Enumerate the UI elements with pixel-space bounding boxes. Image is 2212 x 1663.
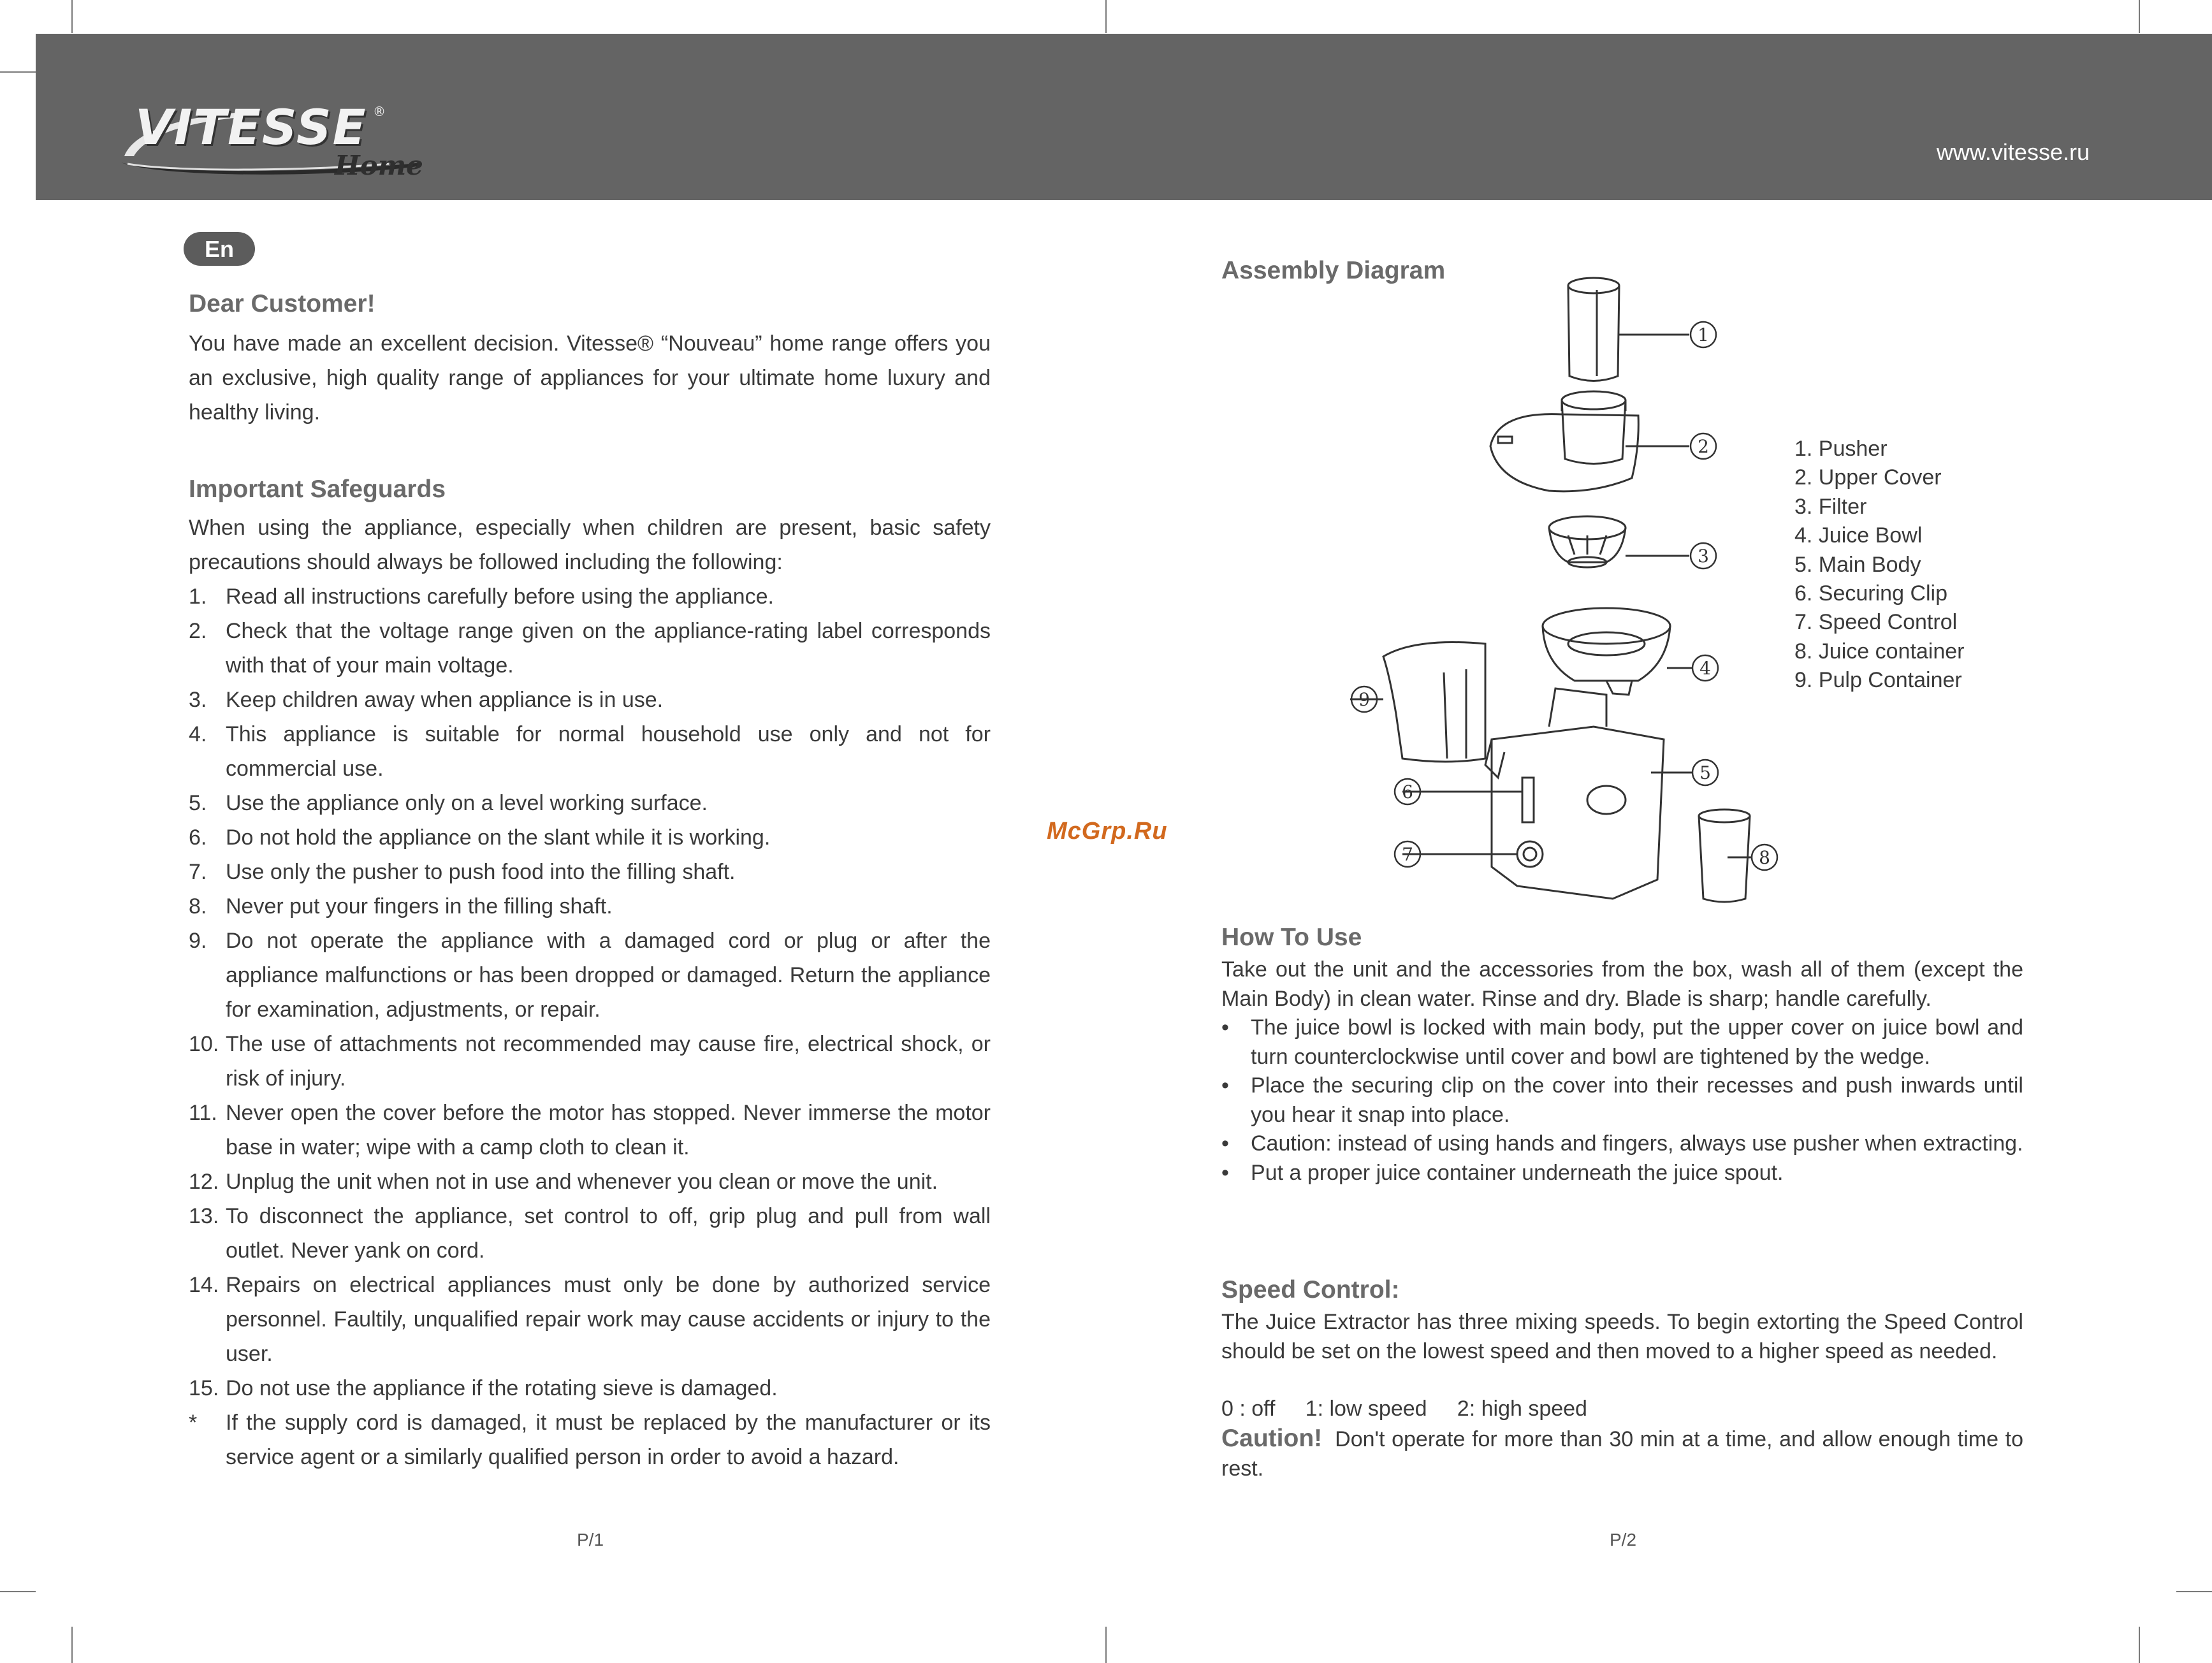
callout-1-label: 1 xyxy=(1698,324,1709,345)
list-text: Check that the voltage range given on the appliance-rating label corresponds with that of your main voltage. xyxy=(226,619,991,678)
caution-paragraph xyxy=(1221,1424,2023,1483)
assembly-title: Assembly Diagram xyxy=(1221,257,1446,284)
list-number: 4. xyxy=(189,722,207,746)
part-item: 7. Speed Control xyxy=(1794,610,1958,635)
list-number: 5. xyxy=(189,791,207,815)
list-number: 7. xyxy=(189,860,207,884)
howto-list xyxy=(1221,1013,2023,1187)
caution-label: Caution! xyxy=(1221,1425,1323,1452)
list-item xyxy=(1221,1159,2023,1188)
callout-5-label: 5 xyxy=(1699,762,1711,783)
list-item xyxy=(189,717,991,786)
list-number: 2. xyxy=(189,619,207,643)
list-text: Caution: instead of using hands and fingers, always use pusher when extracting. xyxy=(1251,1131,2023,1156)
speed-settings: 0 : off 1: low speed 2: high speed xyxy=(1221,1397,1587,1421)
list-number: 14. xyxy=(189,1273,219,1297)
callout-9-label: 9 xyxy=(1358,689,1370,710)
crop-mark xyxy=(71,0,73,33)
list-item xyxy=(189,1165,991,1199)
list-item xyxy=(189,1405,991,1474)
list-item xyxy=(189,683,991,717)
callout-2-label: 2 xyxy=(1698,436,1709,457)
list-text: Do not hold the appliance on the slant while it is working. xyxy=(226,825,771,850)
part-item: 4. Juice Bowl xyxy=(1794,523,1923,548)
caution-text: Don't operate for more than 30 min at a time, and allow enough time to rest. xyxy=(1221,1427,2023,1481)
bullet-icon: • xyxy=(1221,1160,1229,1185)
list-item xyxy=(189,855,991,889)
list-item xyxy=(189,1096,991,1165)
securing-clip-drawing xyxy=(1402,778,1534,822)
brand-logo xyxy=(89,61,433,188)
bullet-icon: • xyxy=(1221,1015,1229,1040)
list-number: 12. xyxy=(189,1170,219,1194)
callout-8-label: 8 xyxy=(1759,847,1770,868)
safeguards-list xyxy=(189,579,991,1474)
list-text: This appliance is suitable for normal household use only and not for commercial use. xyxy=(226,722,991,781)
list-item xyxy=(189,889,991,924)
list-text: Use only the pusher to push food into the filling shaft. xyxy=(226,860,736,884)
list-item xyxy=(189,820,991,855)
crop-mark xyxy=(2139,1627,2140,1663)
crop-mark xyxy=(2139,0,2140,33)
callout-4-label: 4 xyxy=(1699,658,1711,679)
speed-control-drawing xyxy=(1402,841,1543,867)
list-text: Never open the cover before the motor has stopped. Never immerse the motor base in water; wipe with a camp cloth to clean it. xyxy=(226,1101,991,1159)
list-item xyxy=(189,614,991,683)
page-number-left: P/1 xyxy=(577,1530,604,1550)
part-item: 5. Main Body xyxy=(1794,552,1921,577)
website-url[interactable]: www.vitesse.ru xyxy=(1936,139,2090,165)
part-item: 1. Pusher xyxy=(1794,437,1888,461)
list-item xyxy=(189,1199,991,1268)
watermark-text[interactable]: McGrp.Ru xyxy=(1047,818,1168,845)
page-number-right: P/2 xyxy=(1610,1530,1637,1550)
list-text: Unplug the unit when not in use and whenever you clean or move the unit. xyxy=(226,1170,938,1194)
speed-text: The Juice Extractor has three mixing speeds. To begin extorting the Speed Control should be set on the lowest speed and then moved to a higher speed as needed. xyxy=(1221,1310,2023,1363)
logo-registered: ® xyxy=(373,104,386,119)
list-text: The use of attachments not recommended may cause fire, electrical shock, or risk of injury. xyxy=(226,1032,991,1091)
list-text: Put a proper juice container underneath the juice spout. xyxy=(1251,1160,1784,1185)
list-text: Never put your fingers in the filling shaft. xyxy=(226,894,613,919)
howto-intro: Take out the unit and the accessories from the box, wash all of them (except the Main Body) in clean water. Rinse and dry. Blade is sharp; handle carefully. xyxy=(1221,957,2023,1011)
crop-mark xyxy=(2176,1591,2212,1592)
list-item xyxy=(189,1268,991,1371)
list-text: Keep children away when appliance is in use. xyxy=(226,688,664,712)
list-number: 1. xyxy=(189,585,207,609)
greeting-title: Dear Customer! xyxy=(189,290,375,317)
list-item xyxy=(189,924,991,1027)
speed-title: Speed Control: xyxy=(1221,1276,1400,1304)
part-item: 3. Filter xyxy=(1794,494,1867,519)
list-number: 8. xyxy=(189,894,207,919)
list-number: 3. xyxy=(189,688,207,712)
filter-drawing xyxy=(1549,516,1689,567)
part-item: 9. Pulp Container xyxy=(1794,668,1962,693)
howto-title: How To Use xyxy=(1221,924,1362,951)
callout-3-label: 3 xyxy=(1698,546,1709,567)
list-item xyxy=(189,579,991,614)
parts-list xyxy=(1794,435,1965,695)
pusher-drawing xyxy=(1568,278,1689,381)
main-body-drawing xyxy=(1485,688,1692,899)
list-number: 10. xyxy=(189,1032,219,1056)
crop-mark xyxy=(71,1627,73,1663)
part-item: 2. Upper Cover xyxy=(1794,465,1942,490)
crop-mark xyxy=(0,71,36,73)
upper-cover-drawing xyxy=(1490,391,1689,491)
logo-wordmark: VITESSE xyxy=(135,99,367,156)
logo-home-script: Home xyxy=(335,150,423,181)
list-item xyxy=(1221,1129,2023,1159)
list-text: Place the securing clip on the cover into their recesses and push inwards until you hear it snap into place. xyxy=(1251,1073,2023,1127)
list-item xyxy=(189,1371,991,1405)
safeguards-intro: When using the appliance, especially when children are present, basic safety precautions should always be followed including the following: xyxy=(189,516,991,574)
juice-container-drawing xyxy=(1699,810,1752,902)
callout-6-label: 6 xyxy=(1402,781,1413,802)
crop-mark xyxy=(1105,1627,1107,1663)
language-badge: En xyxy=(184,232,255,266)
juice-bowl-drawing xyxy=(1543,608,1692,695)
list-item xyxy=(1221,1071,2023,1129)
list-item xyxy=(189,786,991,820)
greeting-text: You have made an excellent decision. Vitesse® “Nouveau” home range offers you an exclusive, high quality range of appliances for your ultimate home luxury and healthy living. xyxy=(189,331,991,425)
list-number: * xyxy=(189,1411,198,1435)
crop-mark xyxy=(1105,0,1107,33)
list-item xyxy=(1221,1013,2023,1071)
list-text: If the supply cord is damaged, it must be replaced by the manufacturer or its service agent or a similarly qualified person in order to avoid a hazard. xyxy=(226,1411,991,1469)
list-text: Do not operate the appliance with a damaged cord or plug or after the appliance malfunctions or has been dropped or damaged. Return the appliance for examination, adjustments, or repair. xyxy=(226,929,991,1022)
list-text: The juice bowl is locked with main body, put the upper cover on juice bowl and turn counterclockwise until cover and bowl are tightened by the wedge. xyxy=(1251,1015,2023,1069)
safeguards-title: Important Safeguards xyxy=(189,476,446,503)
part-item: 8. Juice container xyxy=(1794,639,1965,664)
assembly-diagram xyxy=(1307,255,1817,918)
list-text: Read all instructions carefully before using the appliance. xyxy=(226,585,774,609)
list-number: 6. xyxy=(189,825,207,850)
crop-mark xyxy=(0,1591,36,1592)
list-number: 15. xyxy=(189,1376,219,1400)
list-number: 13. xyxy=(189,1204,219,1228)
list-item xyxy=(189,1027,991,1096)
bullet-icon: • xyxy=(1221,1131,1229,1156)
part-item: 6. Securing Clip xyxy=(1794,581,1948,606)
juicer-exploded-drawing xyxy=(1307,255,1817,918)
list-text: Repairs on electrical appliances must only be done by authorized service personnel. Faultily, unqualified repair work may cause accidents or injury to the user. xyxy=(226,1273,991,1366)
list-text: To disconnect the appliance, set control to off, grip plug and pull from wall outlet. Never yank on cord. xyxy=(226,1204,991,1263)
pulp-container-drawing xyxy=(1350,643,1485,762)
bullet-icon: • xyxy=(1221,1073,1229,1098)
list-text: Do not use the appliance if the rotating sieve is damaged. xyxy=(226,1376,778,1400)
list-number: 11. xyxy=(189,1101,217,1125)
list-number: 9. xyxy=(189,929,207,953)
list-text: Use the appliance only on a level working surface. xyxy=(226,791,708,815)
callout-7-label: 7 xyxy=(1402,844,1413,865)
